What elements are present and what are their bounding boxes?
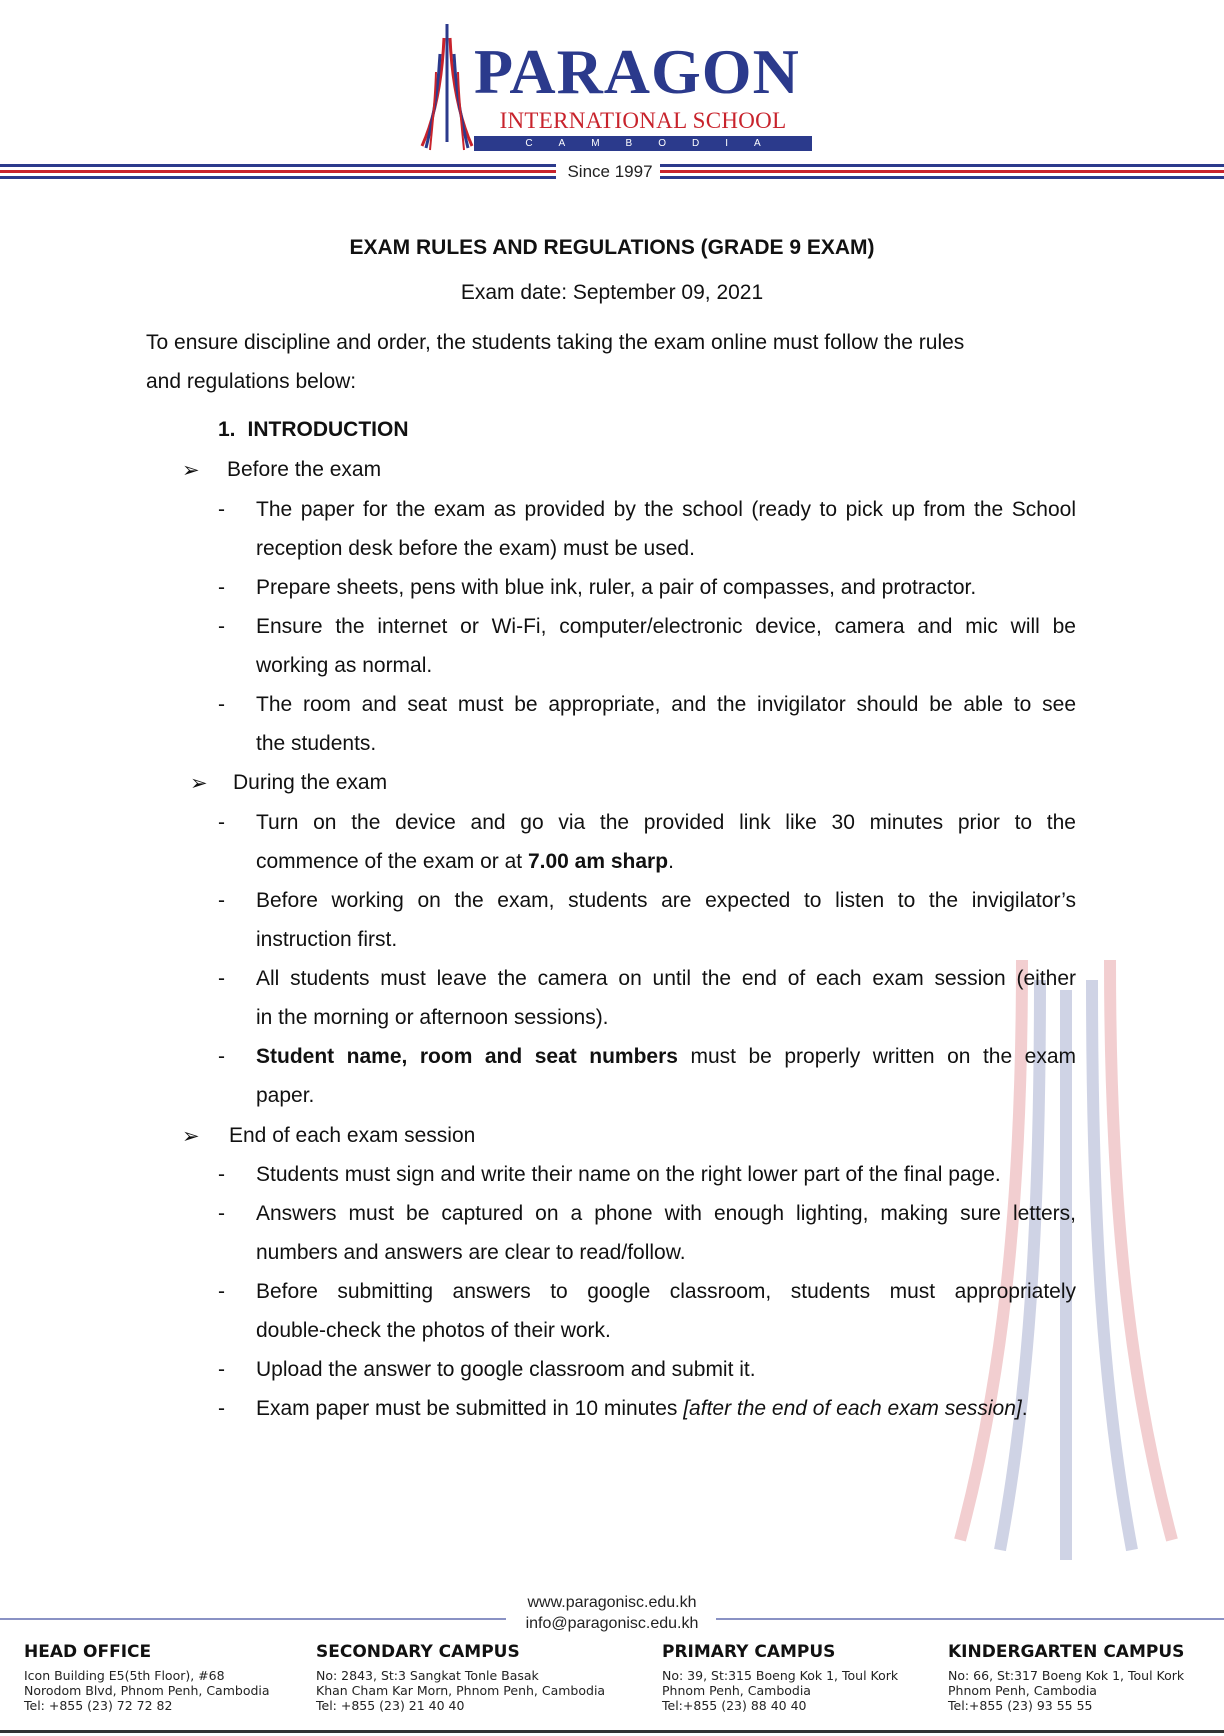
- section-title: INTRODUCTION: [247, 418, 409, 441]
- list-item: - Student name, room and seat numbers must be properly written on the exam paper.: [218, 1037, 1076, 1115]
- list-item: - Answers must be captured on a phone with enough lighting, making sure letters, numbers and answers are clear to read/follow.: [218, 1194, 1076, 1272]
- dash-bullet: -: [218, 615, 225, 638]
- list-item: - The paper for the exam as provided by the school (ready to pick up from the School reception desk before the exam) must be used.: [218, 490, 1076, 568]
- school-logo-emblem: [420, 24, 474, 154]
- header-rule-left: [0, 164, 556, 179]
- header-rule-right: [660, 164, 1224, 179]
- office-primary: PRIMARY CAMPUS No: 39, St:315 Boeng Kok 1, Toul Kork Phnom Penh, Cambodia Tel:+855 (23) 88 40 40: [662, 1642, 899, 1713]
- subsection-heading: Before the exam: [227, 458, 382, 481]
- since-year: Since 1997: [567, 162, 653, 181]
- dash-bullet: -: [218, 1045, 225, 1068]
- list-item: - Exam paper must be submitted in 10 minutes [after the end of each exam session].: [218, 1389, 1076, 1428]
- logo-name: PARAGON: [474, 36, 800, 107]
- website-link[interactable]: www.paragonisc.edu.kh: [527, 1594, 697, 1611]
- office-secondary: SECONDARY CAMPUS No: 2843, St:3 Sangkat Tonle Basak Khan Cham Kar Morn, Phnom Penh, Cambodia Tel: +855 (23) 21 40 40: [316, 1642, 606, 1713]
- list-item: - Prepare sheets, pens with blue ink, ruler, a pair of compasses, and protractor.: [218, 568, 1076, 607]
- office-head: HEAD OFFICE Icon Building E5(5th Floor), #68 Norodom Blvd, Phnom Penh, Cambodia Tel: +855 (23) 72 72 82: [24, 1642, 270, 1713]
- dash-bullet: -: [218, 1202, 225, 1225]
- arrow-bullet-icon: ➢: [182, 1125, 200, 1148]
- subsection-heading: End of each exam session: [229, 1124, 476, 1147]
- dash-bullet: -: [218, 1163, 225, 1186]
- footer-divider: [0, 1618, 1224, 1620]
- dash-bullet: -: [218, 1280, 225, 1303]
- dash-bullet: -: [218, 811, 225, 834]
- document-title: EXAM RULES AND REGULATIONS (GRADE 9 EXAM): [349, 236, 875, 259]
- intro-line: To ensure discipline and order, the students taking the exam online must follow the rules: [146, 331, 965, 354]
- list-item: - All students must leave the camera on until the end of each exam session (either in the morning or afternoon sessions).: [218, 959, 1076, 1037]
- dash-bullet: -: [218, 693, 225, 716]
- logo-country: CAMBODIA: [474, 136, 812, 151]
- list-item: - Ensure the internet or Wi-Fi, computer/electronic device, camera and mic will be working as normal.: [218, 607, 1076, 685]
- footer-contact: [0, 1592, 1224, 1634]
- subsection-heading: During the exam: [233, 771, 388, 794]
- list-item: - Turn on the device and go via the provided link like 30 minutes prior to the commence of the exam or at 7.00 am sharp.: [218, 803, 1076, 881]
- dash-bullet: -: [218, 889, 225, 912]
- dash-bullet: -: [218, 576, 225, 599]
- footer-bottom-rule: [0, 1730, 1224, 1733]
- intro-line: and regulations below:: [146, 370, 357, 393]
- office-kindergarten: KINDERGARTEN CAMPUS No: 66, St:317 Boeng Kok 1, Toul Kork Phnom Penh, Cambodia Tel:+855 (23) 93 55 55: [948, 1642, 1185, 1713]
- list-item: - Before working on the exam, students are expected to listen to the invigilator’s instruction first.: [218, 881, 1076, 959]
- section-number: 1.: [218, 418, 236, 441]
- list-item: - Before submitting answers to google classroom, students must appropriately double-check the photos of their work.: [218, 1272, 1076, 1350]
- section-heading: [218, 418, 421, 442]
- list-item: - The room and seat must be appropriate, and the invigilator should be able to see the students.: [218, 685, 1076, 763]
- dash-bullet: -: [218, 1397, 225, 1420]
- list-item: - Upload the answer to google classroom and submit it.: [218, 1350, 1076, 1389]
- arrow-bullet-icon: ➢: [190, 772, 208, 795]
- dash-bullet: -: [218, 498, 225, 521]
- intro-paragraph: [146, 323, 1076, 401]
- exam-date: Exam date: September 09, 2021: [460, 281, 764, 304]
- list-item: - Students must sign and write their name on the right lower part of the final page.: [218, 1155, 1076, 1194]
- dash-bullet: -: [218, 1358, 225, 1381]
- email-link[interactable]: info@paragonisc.edu.kh: [525, 1615, 699, 1632]
- dash-bullet: -: [218, 967, 225, 990]
- arrow-bullet-icon: ➢: [182, 459, 200, 482]
- logo-subtitle: INTERNATIONAL SCHOOL: [499, 108, 787, 133]
